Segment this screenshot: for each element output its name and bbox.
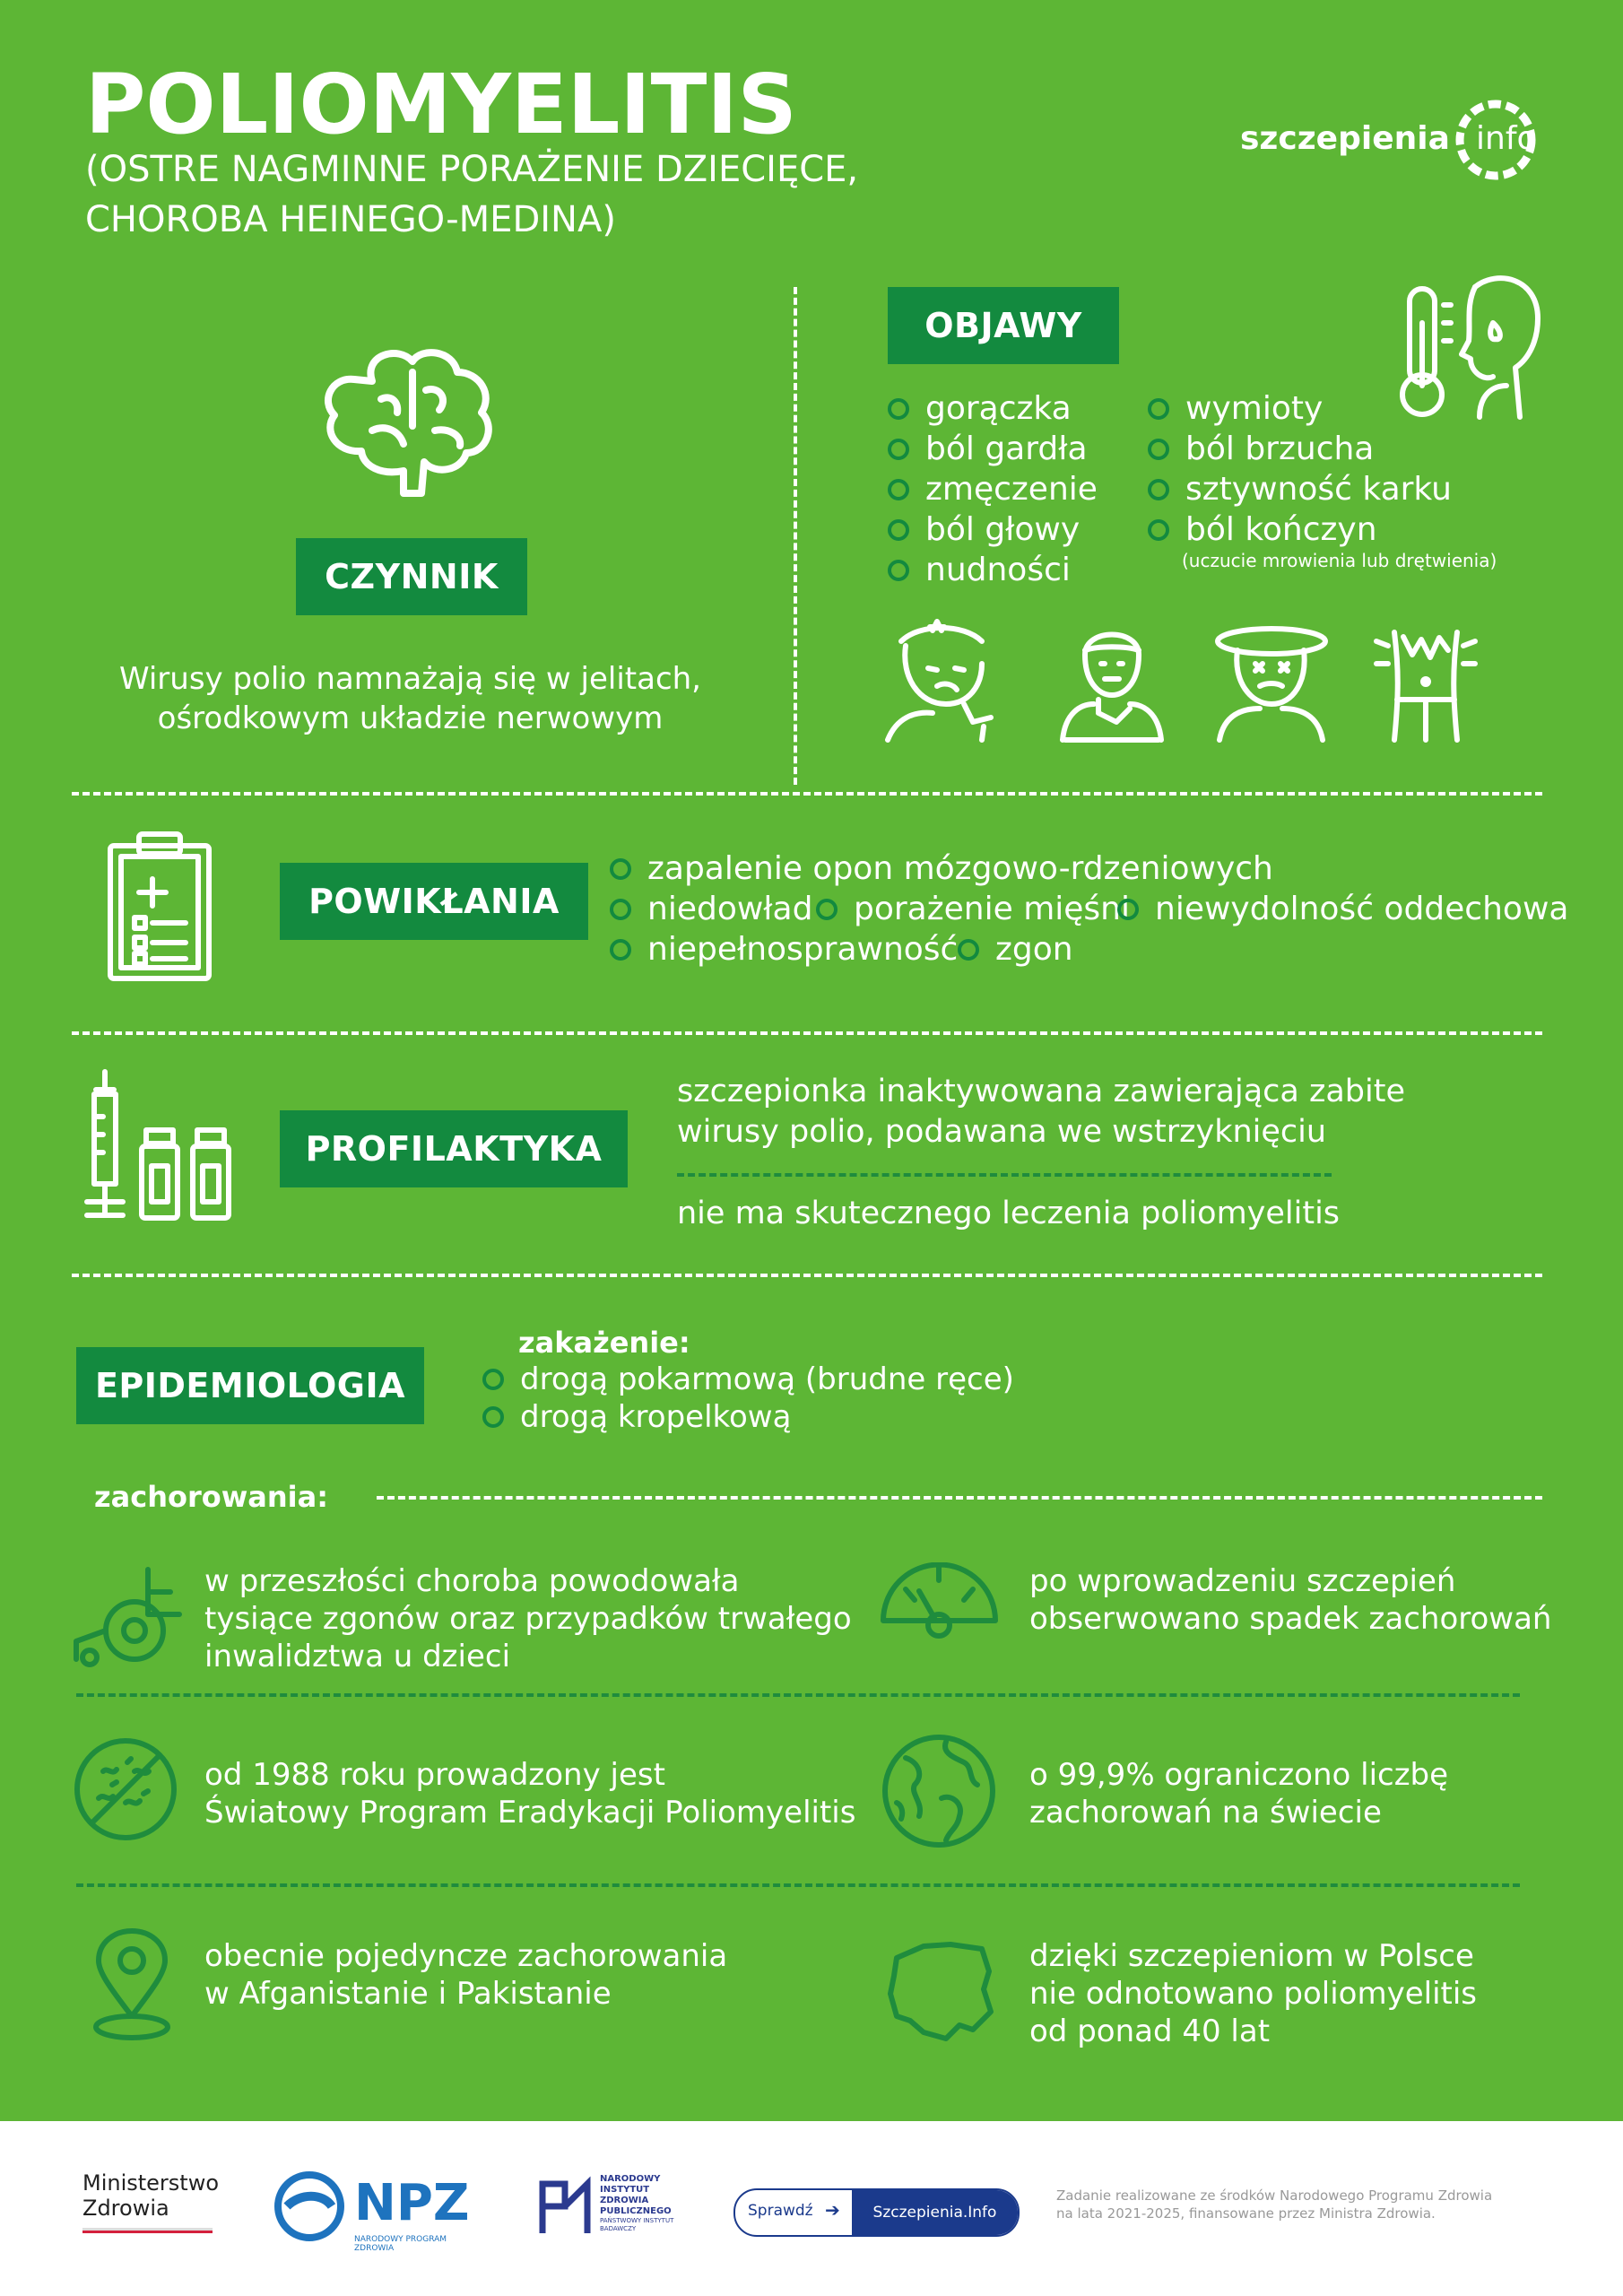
prevention-divider	[677, 1173, 1332, 1177]
location-pin-icon	[90, 1926, 175, 2043]
complication-item: zgon	[958, 931, 1073, 968]
symptom-item: ból brzucha	[1148, 430, 1374, 467]
symptom-item: gorączka	[888, 390, 1072, 427]
cases-divider	[377, 1496, 1542, 1500]
symptom-item: ból gardła	[888, 430, 1088, 467]
fact-divider-2	[76, 1883, 1520, 1887]
objawy-label: OBJAWY	[888, 287, 1119, 364]
logo-word: szczepienia	[1240, 120, 1450, 157]
dizzy-person-icon	[1211, 614, 1332, 744]
prevention-line1: szczepionka inaktywowana zawierająca zabite	[677, 1074, 1405, 1109]
stomach-ache-icon	[1372, 614, 1480, 744]
check-label: Sprawdź	[748, 2202, 813, 2220]
nizp-logo: NARODOWY INSTYTUT ZDROWIA PUBLICZNEGO PAŃSTWOWY INSTYTUT BADAWCZY	[534, 2170, 686, 2251]
wheelchair-icon	[72, 1561, 188, 1668]
sore-throat-person-icon	[1058, 614, 1166, 744]
ministry-logo: Ministerstwo Zdrowia	[82, 2170, 219, 2233]
sprawdz-link[interactable]	[733, 2188, 1020, 2237]
profilaktyka-label: PROFILAKTYKA	[280, 1110, 628, 1187]
funding-note: Zadanie realizowane ze środków Narodowego Programu Zdrowia na lata 2021-2025, finansowane przez Ministra Zdrowia.	[1056, 2187, 1493, 2222]
infection-label: zakażenie:	[518, 1326, 690, 1360]
page-subtitle-line2: CHOROBA HEINEGO-MEDINA)	[85, 199, 616, 240]
nizp-mark-icon	[534, 2170, 596, 2242]
szczepienia-info-logo	[1237, 97, 1542, 183]
infection-item: drogą pokarmową (brudne ręce)	[482, 1361, 1014, 1397]
czynnik-text-line1: Wirusy polio namnażają się w jelitach,	[118, 661, 701, 697]
fact-2: po wprowadzeniu szczepień obserwowano spadek zachorowań	[1029, 1563, 1552, 1637]
fact-6: dzięki szczepieniom w Polsce nie odnotowano poliomyelitis od ponad 40 lat	[1029, 1938, 1478, 2049]
poland-map-icon	[883, 1935, 1000, 2048]
cases-label: zachorowania:	[94, 1480, 329, 1514]
logo-suffix: info	[1476, 120, 1537, 157]
footer	[0, 2121, 1623, 2296]
globe-icon	[879, 1731, 1000, 1852]
czynnik-text-line2: ośrodkowym układzie nerwowym	[157, 700, 664, 736]
prevention-line3: nie ma skutecznego leczenia poliomyelitis	[677, 1196, 1341, 1231]
clipboard-icon	[103, 830, 215, 982]
complication-item: niewydolność oddechowa	[1117, 891, 1568, 927]
gauge-icon	[879, 1562, 1000, 1643]
complication-item: niepełnosprawność	[610, 931, 958, 968]
fact-divider-1	[76, 1693, 1520, 1697]
page-subtitle-line1: (OSTRE NAGMINNE PORAŻENIE DZIECIĘCE,	[85, 149, 859, 190]
syringe-vials-icon	[76, 1067, 242, 1224]
complication-item: niedowład	[610, 891, 812, 927]
symptom-item: ból kończyn	[1148, 511, 1377, 548]
headache-person-icon	[883, 614, 1009, 744]
brain-icon	[318, 345, 498, 502]
divider-2	[72, 1031, 1542, 1035]
czynnik-label: CZYNNIK	[296, 538, 527, 615]
complication-item: zapalenie opon mózgowo-rdzeniowych	[610, 850, 1273, 887]
thermometer-sick-face-icon	[1390, 269, 1547, 426]
npz-logo: NPZ NARODOWY PROGRAM ZDROWIA	[273, 2170, 480, 2251]
fact-3: od 1988 roku prowadzony jest Światowy Program Eradykacji Poliomyelitis	[204, 1757, 856, 1831]
symptom-note: (uczucie mrowienia lub drętwienia)	[1182, 550, 1497, 571]
infection-item: drogą kropelkową	[482, 1399, 791, 1435]
fact-5: obecnie pojedyncze zachorowania w Afganistanie i Pakistanie	[204, 1938, 728, 2012]
symptom-item: sztywność karku	[1148, 471, 1452, 508]
divider-3	[72, 1274, 1542, 1277]
check-site: Szczepienia.Info	[852, 2190, 1018, 2235]
symptom-item: wymioty	[1148, 390, 1323, 427]
fact-1: w przeszłości choroba powodowała tysiące zgonów oraz przypadków trwałego inwalidztwa u dzieci	[204, 1563, 852, 1674]
page-title: POLIOMYELITIS	[85, 57, 797, 152]
fact-4: o 99,9% ograniczono liczbę zachorowań na świecie	[1029, 1757, 1449, 1831]
symptom-item: nudności	[888, 552, 1071, 588]
symptom-item: zmęczenie	[888, 471, 1098, 508]
no-virus-icon	[72, 1735, 179, 1843]
complication-item: porażenie mięśni	[816, 891, 1130, 927]
powiklania-label: POWIKŁANIA	[280, 863, 588, 940]
symptom-item: ból głowy	[888, 511, 1080, 548]
epidemiologia-label: EPIDEMIOLOGIA	[76, 1347, 424, 1424]
arrow-right-icon: ➔	[825, 2199, 840, 2221]
prevention-line2: wirusy polio, podawana we wstrzyknięciu	[677, 1114, 1327, 1150]
divider-1	[72, 792, 1542, 796]
npz-swirl-icon	[273, 2170, 345, 2242]
